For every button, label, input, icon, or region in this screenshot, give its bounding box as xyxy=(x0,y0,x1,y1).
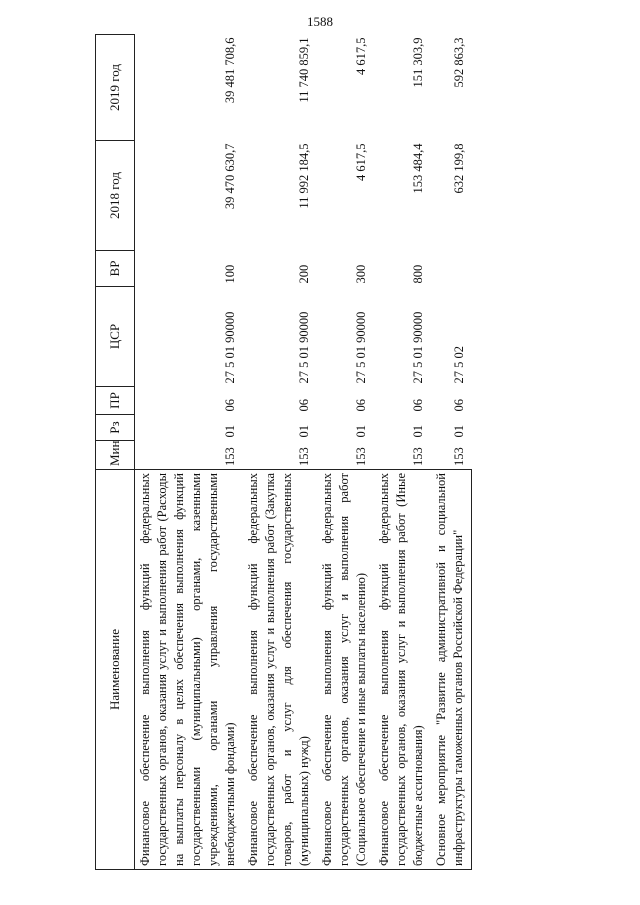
table-row xyxy=(243,35,317,870)
row-rz: 01 xyxy=(411,425,425,438)
header-2019: 2019 год xyxy=(96,35,135,141)
page-number: 1588 xyxy=(307,14,333,29)
header-rz: Рз xyxy=(96,415,135,441)
row-name: Основное мероприятие "Развитие административной и социальной инфраструктуры таможенных органов Российской Федерации" xyxy=(431,470,472,870)
row-2018: 4 617,5 xyxy=(354,143,368,181)
row-name: Финансовое обеспечение выполнения функций федеральных государственных органов, оказания услуг и выполнения работ (Расходы на выплаты персоналу в целях обеспечения выполнения функций государственными (муниципальными) органами, казенными учреждениями, органами управления государственными внебюджетными фондами) xyxy=(135,470,244,870)
row-2018: 11 992 184,5 xyxy=(297,143,311,209)
row-name: Финансовое обеспечение выполнения функций федеральных государственных органов, оказания услуг и выполнения работ (Закупка товаров, работ и услуг для обеспечения государственных (муниципальных) нужд) xyxy=(243,470,317,870)
row-2019: 4 617,5 xyxy=(354,37,368,75)
row-min: 153 xyxy=(411,447,425,466)
table-row xyxy=(135,35,244,870)
row-rz: 01 xyxy=(354,425,368,438)
row-min: 153 xyxy=(297,447,311,466)
row-rz: 01 xyxy=(223,425,237,438)
header-row xyxy=(96,35,135,870)
row-vr xyxy=(431,251,472,287)
row-name: Финансовое обеспечение выполнения функций федеральных государственных органов, оказания услуг и выполнения работ (Социальное обеспечение и иные выплаты населению) xyxy=(317,470,374,870)
row-2018: 632 199,8 xyxy=(451,143,466,194)
table-row xyxy=(431,35,472,870)
row-pr: 06 xyxy=(411,399,425,412)
table-row xyxy=(374,35,431,870)
header-csr: ЦСР xyxy=(96,287,135,387)
row-2019: 151 303,9 xyxy=(411,37,425,88)
row-pr: 06 xyxy=(223,399,237,412)
row-csr: 27 5 01 90000 xyxy=(354,311,368,384)
row-vr: 200 xyxy=(297,264,311,284)
row-vr: 800 xyxy=(411,264,425,284)
header-name: Наименование xyxy=(96,470,135,870)
budget-table xyxy=(95,34,472,870)
row-csr: 27 5 01 90000 xyxy=(411,311,425,384)
row-pr: 06 xyxy=(354,399,368,412)
row-vr: 100 xyxy=(223,264,237,284)
header-2018: 2018 год xyxy=(96,141,135,251)
row-vr: 300 xyxy=(354,264,368,284)
row-name: Финансовое обеспечение выполнения функций федеральных государственных органов, оказания услуг и выполнения работ (Иные бюджетные ассигнования) xyxy=(374,470,431,870)
row-2019: 11 740 859,1 xyxy=(297,37,311,103)
row-2019: 592 863,3 xyxy=(451,37,466,88)
row-2019: 39 481 708,6 xyxy=(223,37,237,104)
row-pr: 06 xyxy=(297,399,311,412)
row-csr: 27 5 01 90000 xyxy=(297,311,311,384)
rotated-table-frame xyxy=(95,35,595,870)
header-vr: ВР xyxy=(96,251,135,287)
row-min: 153 xyxy=(223,447,237,466)
row-2018: 153 484,4 xyxy=(411,143,425,194)
row-pr: 06 xyxy=(451,399,466,412)
row-min: 153 xyxy=(451,447,466,466)
row-min: 153 xyxy=(354,447,368,466)
row-csr: 27 5 01 90000 xyxy=(223,311,237,384)
row-rz: 01 xyxy=(297,425,311,438)
row-2018: 39 470 630,7 xyxy=(223,143,237,210)
row-rz: 01 xyxy=(451,425,466,438)
header-min: Мин xyxy=(96,441,135,470)
header-pr: ПР xyxy=(96,387,135,415)
table-row xyxy=(317,35,374,870)
row-csr: 27 5 02 xyxy=(451,346,466,384)
